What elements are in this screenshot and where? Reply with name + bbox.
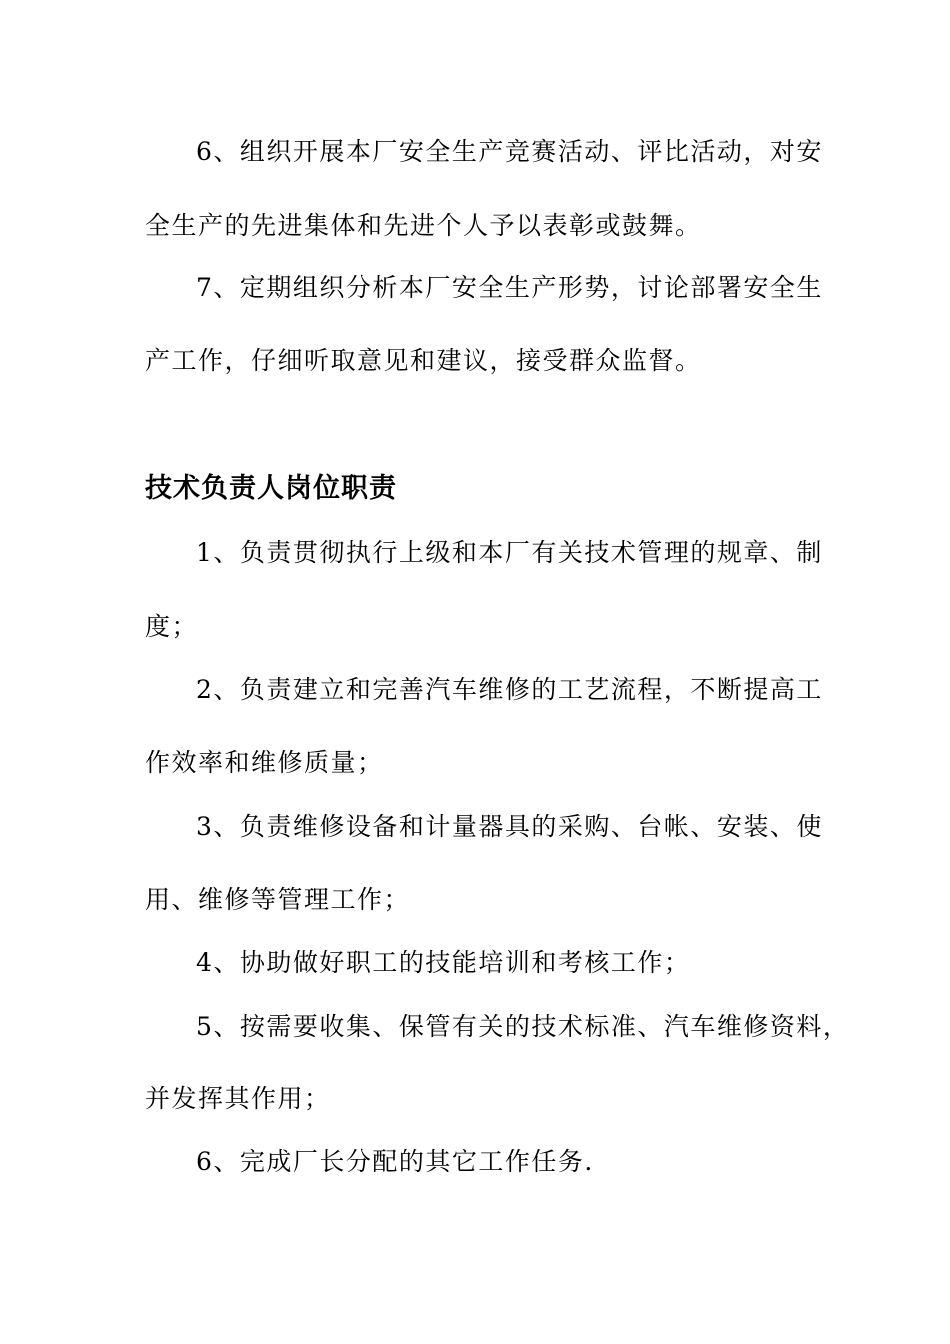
list-item-line: 度；: [145, 612, 199, 641]
list-item-line: 3、负责维修设备和计量器具的采购、台帐、安装、使: [196, 812, 823, 841]
section-heading: 技术负责人岗位职责: [145, 473, 397, 504]
list-item-line: 5、按需要收集、保管有关的技术标准、汽车维修资料，: [196, 1012, 850, 1041]
paragraph-line: 6、组织开展本厂安全生产竞赛活动、评比活动，对安: [196, 137, 823, 166]
paragraph-line: 7、定期组织分析本厂安全生产形势，讨论部署安全生: [196, 273, 823, 302]
list-item-line: 4、协助做好职工的技能培训和考核工作；: [196, 948, 691, 977]
list-item-line: 并发挥其作用；: [145, 1084, 331, 1113]
paragraph-line: 产工作，仔细听取意见和建议，接受群众监督。: [145, 346, 702, 375]
list-item-line: 2、负责建立和完善汽车维修的工艺流程，不断提高工: [196, 675, 823, 704]
list-item-line: 作效率和维修质量；: [145, 748, 384, 777]
list-item-line: 用、维修等管理工作；: [145, 885, 411, 914]
paragraph-line: 全生产的先进集体和先进个人予以表彰或鼓舞。: [145, 211, 702, 240]
list-item-line: 6、完成厂长分配的其它工作任务.: [196, 1147, 594, 1176]
list-item-line: 1、负责贯彻执行上级和本厂有关技术管理的规章、制: [196, 538, 823, 567]
